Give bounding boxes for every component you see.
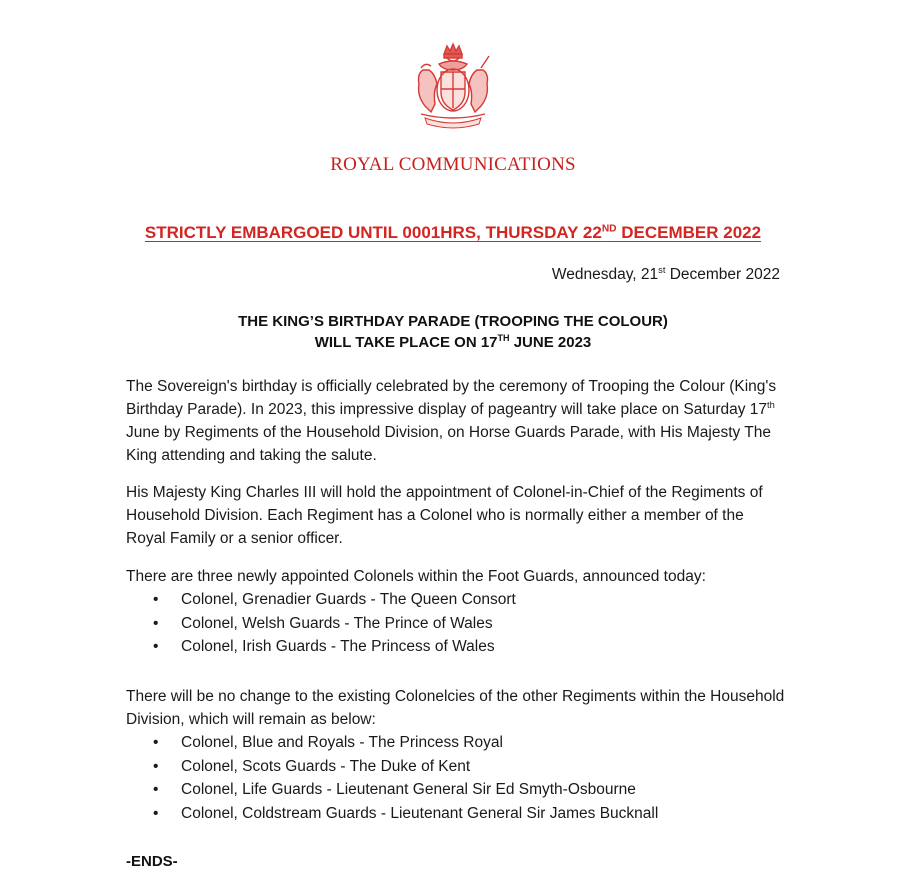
date-day: Wednesday, 21 <box>551 266 659 283</box>
date-rest: December 2022 <box>665 266 780 283</box>
bullet-icon: • <box>153 638 159 655</box>
list-item-text: Colonel, Scots Guards - The Duke of Kent <box>181 757 471 775</box>
list-item <box>126 802 658 826</box>
list-item <box>126 588 516 612</box>
paragraph-4: There will be no change to the existing Colonelcies of the other Regiments within the Household Division, which will remain as below: <box>126 688 785 728</box>
heading-line-2-text: WILL TAKE PLACE ON 17 <box>314 334 498 351</box>
heading-line-1: THE KING’S BIRTHDAY PARADE (TROOPING THE COLOUR) <box>238 313 668 330</box>
list-item-text: Colonel, Welsh Guards - The Prince of Wales <box>181 614 493 632</box>
heading-line-2-end: JUNE 2023 <box>509 334 592 351</box>
date-ordinal: st <box>658 264 666 275</box>
list-item-text: Colonel, Grenadier Guards - The Queen Consort <box>181 591 516 608</box>
list-item <box>126 731 658 755</box>
list-item-text: Colonel, Irish Guards - The Princess of Wales <box>181 638 495 655</box>
paragraph-3: There are three newly appointed Colonels within the Foot Guards, announced today: <box>126 568 706 585</box>
embargo-notice <box>0 223 906 243</box>
list-item-text: Colonel, Blue and Royals - The Princess Royal <box>181 734 503 751</box>
heading-ordinal: TH <box>497 333 510 343</box>
ends-marker: -ENDS- <box>126 853 178 870</box>
paragraph-1-text: The Sovereign's birthday is officially celebrated by the ceremony of Trooping the Colour (King's Birthday Parade). In 2023, this impressive display of pageantry will take place on Saturday 17 <box>126 378 777 418</box>
new-colonels-list <box>126 588 516 659</box>
bullet-icon: • <box>153 614 159 632</box>
list-item <box>126 612 516 636</box>
bullet-icon: • <box>153 804 159 822</box>
list-item-text: Colonel, Life Guards - Lieutenant General Sir Ed Smyth-Osbourne <box>181 781 636 798</box>
release-heading <box>0 311 906 353</box>
list-item-text: Colonel, Coldstream Guards - Lieutenant General Sir James Bucknall <box>181 804 659 822</box>
embargo-text-end: DECEMBER 2022 <box>616 223 762 242</box>
paragraph-1-ordinal: th <box>767 399 775 410</box>
paragraph-2: His Majesty King Charles III will hold the appointment of Colonel-in-Chief of the Regiments of Household Division. Each Regiment has a Colonel who is normally either a member of the Royal Family or a senior officer. <box>126 484 763 547</box>
list-item <box>126 635 516 659</box>
list-item <box>126 755 658 779</box>
paragraph-1-text-end: June by Regiments of the Household Division, on Horse Guards Parade, with His Majesty The King attending and taking the salute. <box>126 424 771 464</box>
embargo-ordinal: ND <box>601 223 617 235</box>
bullet-icon: • <box>153 781 159 798</box>
royal-coat-of-arms-icon <box>403 40 503 130</box>
paragraph-1 <box>126 375 786 467</box>
heading-line-2 <box>0 332 906 353</box>
org-title: ROYAL COMMUNICATIONS <box>330 154 576 175</box>
bullet-icon: • <box>153 591 159 608</box>
bullet-icon: • <box>153 734 159 751</box>
existing-colonels-list <box>126 731 658 825</box>
embargo-text: STRICTLY EMBARGOED UNTIL 0001HRS, THURSDAY 22 <box>144 223 602 242</box>
release-date <box>552 266 780 284</box>
list-item <box>126 778 658 802</box>
bullet-icon: • <box>153 757 159 775</box>
